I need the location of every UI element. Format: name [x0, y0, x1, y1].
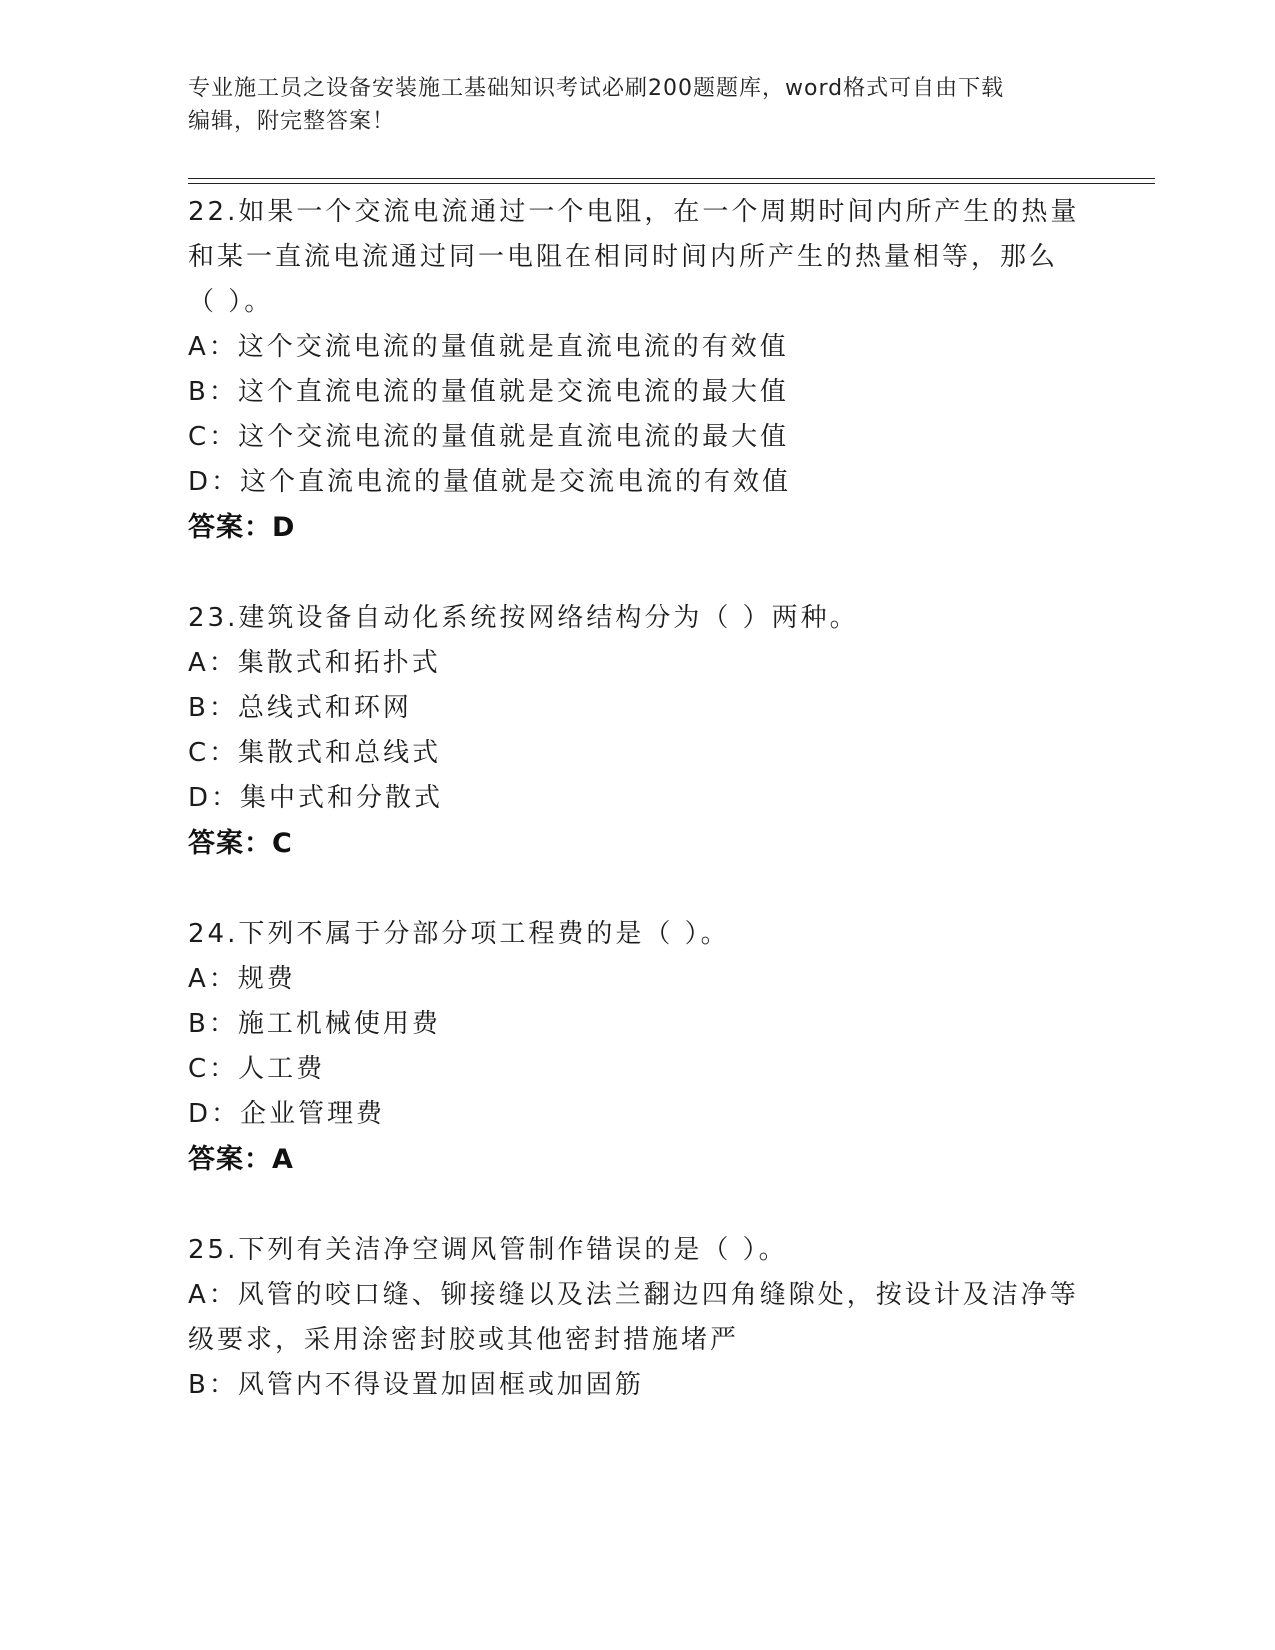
question-stem-line: 25.下列有关洁净空调风管制作错误的是（ ）。 — [188, 1235, 788, 1265]
question-stem-line: 和某一直流电流通过同一电阻在相同时间内所产生的热量相等，那么 — [188, 242, 1059, 272]
answer: 答案：D — [188, 512, 296, 543]
option-b: B：风管内不得设置加固框或加固筋 — [188, 1370, 644, 1400]
question-24 — [188, 912, 1108, 1182]
header-divider-top — [188, 178, 1155, 179]
question-stem-line: 23.建筑设备自动化系统按网络结构分为（ ）两种。 — [188, 603, 859, 633]
question-stem-line: 24.下列不属于分部分项工程费的是（ ）。 — [188, 919, 730, 949]
answer: 答案：A — [188, 1144, 294, 1175]
option-a: A：集散式和拓扑式 — [188, 648, 441, 678]
header-line-2: 编辑，附完整答案！ — [188, 109, 396, 134]
option-b: B：施工机械使用费 — [188, 1009, 441, 1039]
option-d: D：企业管理费 — [188, 1099, 386, 1129]
question-list — [188, 190, 1108, 1408]
option-a: A：规费 — [188, 964, 296, 994]
option-c: C：人工费 — [188, 1054, 326, 1084]
question-23 — [188, 596, 1108, 866]
question-stem-line: （ ）。 — [188, 287, 274, 317]
option-a: A：风管的咬口缝、铆接缝以及法兰翻边四角缝隙处，按设计及洁净等 — [188, 1280, 1079, 1310]
header-divider-bottom — [188, 183, 1155, 184]
option-c: C：集散式和总线式 — [188, 738, 442, 768]
question-25 — [188, 1228, 1108, 1408]
option-a-continued: 级要求，采用涂密封胶或其他密封措施堵严 — [188, 1325, 740, 1355]
option-c: C：这个交流电流的量值就是直流电流的最大值 — [188, 422, 790, 452]
header-line-1: 专业施工员之设备安装施工基础知识考试必刷200题题库，word格式可自由下载 — [188, 76, 1005, 101]
option-d: D：集中式和分散式 — [188, 783, 444, 813]
option-a: A：这个交流电流的量值就是直流电流的有效值 — [188, 332, 789, 362]
option-d: D：这个直流电流的量值就是交流电流的有效值 — [188, 467, 792, 497]
option-b: B：总线式和环网 — [188, 693, 412, 723]
option-b: B：这个直流电流的量值就是交流电流的最大值 — [188, 377, 789, 407]
question-22 — [188, 190, 1108, 550]
answer: 答案：C — [188, 828, 293, 859]
question-stem-line: 22.如果一个交流电流通过一个电阻，在一个周期时间内所产生的热量 — [188, 197, 1080, 227]
document-header — [188, 72, 1068, 138]
